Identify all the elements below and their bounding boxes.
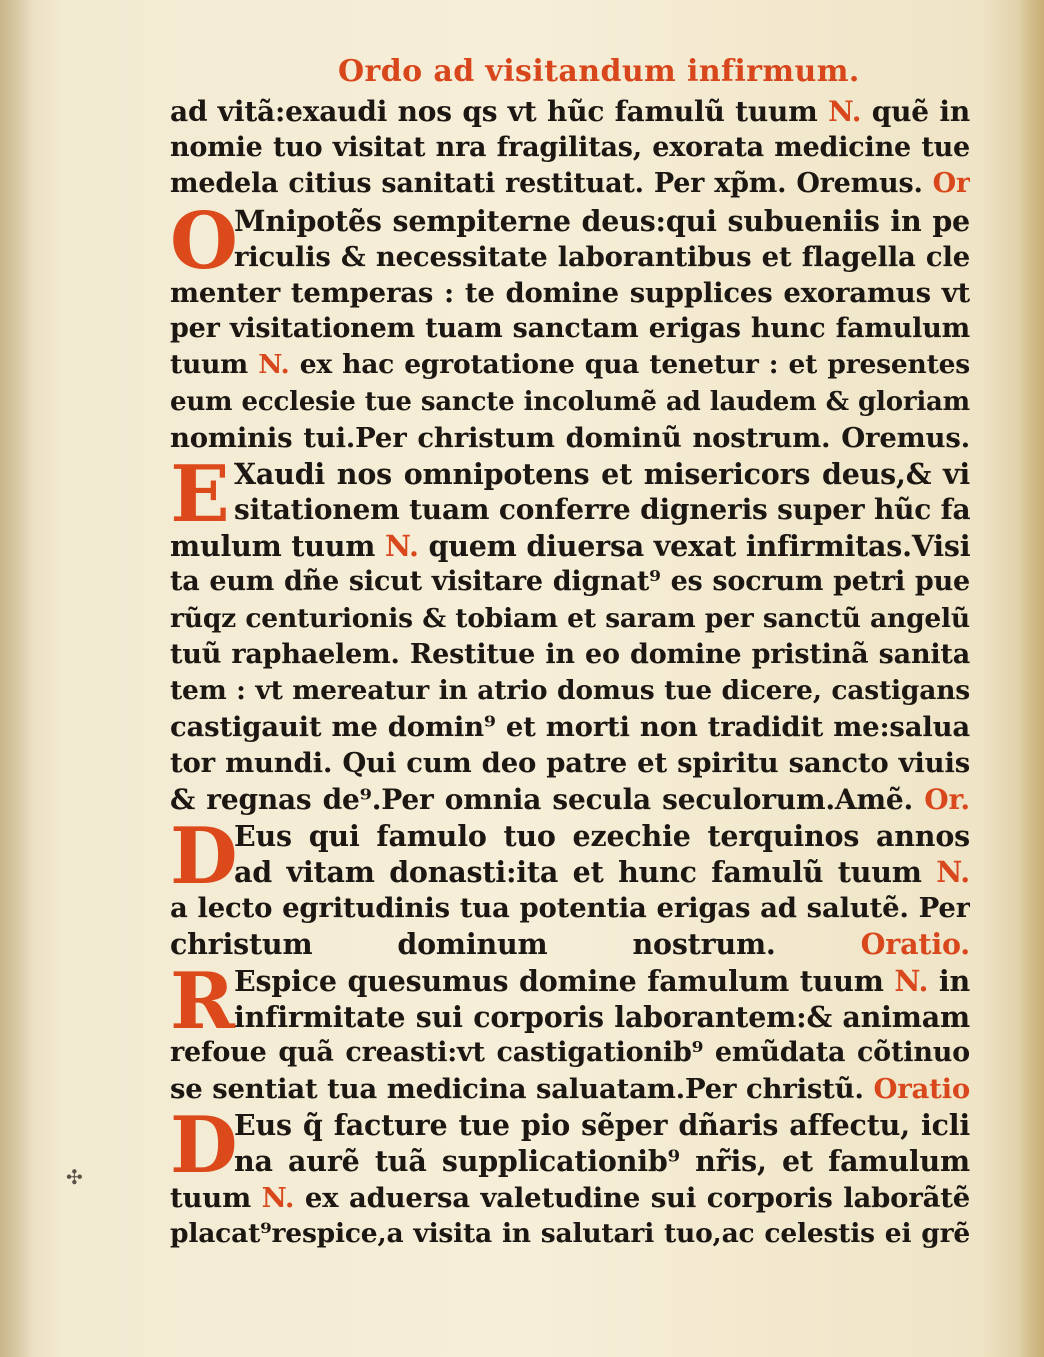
rubric-n: N. [261, 1181, 295, 1214]
margin-mark: ✣ [66, 1165, 83, 1189]
paragraph-opening [170, 94, 970, 203]
text-line: refoue quã creasti:vt castigationib⁹ emũdata cõtinuo [170, 1036, 970, 1068]
text-line: tuum N. ex aduersa valetudine sui corporis laborãtẽ [170, 1181, 970, 1214]
drop-cap-d: D [170, 810, 238, 902]
drop-cap-d: D [170, 1100, 238, 1192]
text-block [170, 52, 970, 1252]
text-line: christum dominum nostrum. Oratio. [170, 927, 970, 962]
drop-cap-o: O [170, 195, 238, 287]
rubric-n: N. [385, 529, 419, 564]
text-line: Espice quesumus domine famulum tuum N. in [234, 963, 970, 998]
rubric-oratio: Oratio. [860, 927, 970, 962]
text-line: & regnas de⁹.Per omnia secula seculorum.Amẽ. Or. [170, 782, 970, 816]
prayer-exaudi [170, 448, 970, 818]
drop-cap-r: R [170, 955, 235, 1047]
drop-cap-e: E [170, 448, 230, 540]
text-line: ta eum dñe sicut visitare dignat⁹ es socrum petri pue [170, 566, 970, 598]
rubric-n: N. [258, 349, 290, 381]
text-line: sitationem tuam conferre digneris super hũc fa [234, 493, 970, 527]
text-line: Eus q̃ facture tue pio sẽper dñaris affectu, icli [234, 1108, 970, 1143]
rubric-n: N. [936, 854, 970, 889]
text-line: tem : vt mereatur in atrio domus tue dicere, castigans [170, 675, 970, 706]
text-line: a lecto egritudinis tua potentia erigas ad salutẽ. Per [170, 892, 970, 925]
text-line: menter temperas : te domine supplices exoramus vt [170, 276, 970, 309]
text-line: tor mundi. Qui cum deo patre et spiritu sancto viuis [170, 747, 970, 780]
text-line: riculis & necessitate laborantibus et flagella cle [234, 240, 970, 273]
text-line: Mnipotẽs sempiterne deus:qui subueniis in pe [234, 203, 970, 238]
prayer-omnipotens [170, 195, 970, 456]
text-line: rũqz centurionis & tobiam et saram per sanctũ angelũ [170, 602, 970, 634]
text-line: medela citius sanitati restituat. Per xp̃m. Oremus. Or [170, 168, 970, 200]
rubric-oratio: Or. [924, 782, 970, 816]
text-line: ad vitã:exaudi nos qs vt hũc famulũ tuum N. quẽ in [170, 95, 970, 128]
page-heading: Ordo ad visitandum infirmum. [338, 54, 860, 89]
rubric-n: N. [894, 963, 929, 998]
rubric-n: N. [828, 95, 862, 128]
rubric-oratio: Or [932, 168, 970, 200]
text-line: tuũ raphaelem. Restitue in eo domine pristinã sanita [170, 638, 970, 670]
text-line: Xaudi nos omnipotens et misericors deus,& vi [234, 456, 970, 491]
text-line: se sentiat tua medicina saluatam.Per christũ. Oratio [170, 1073, 970, 1106]
rubric-oratio: Oratio [873, 1073, 970, 1106]
prayer-deus-qui [170, 810, 970, 963]
prayer-deus-q [170, 1100, 970, 1252]
text-line: Eus qui famulo tuo ezechie terquinos annos [234, 818, 970, 853]
text-line: ad vitam donasti:ita et hunc famulũ tuum N. [234, 854, 970, 889]
text-line: placat⁹respice,a visita in salutari tuo,ac celestis ei grẽ [170, 1217, 970, 1249]
text-line: infirmitate sui corporis laborantem:& animam [234, 999, 970, 1034]
text-line: nomie tuo visitat nra fragilitas, exorata medicine tue [170, 132, 970, 164]
text-line: per visitationem tuam sanctam erigas hunc famulum [170, 313, 970, 345]
text-line: castigauit me domin⁹ et morti non tradidit me:salua [170, 711, 970, 744]
prayer-respice [170, 955, 970, 1108]
text-line: nominis tui.Per christum dominũ nostrum. Oremus. [170, 421, 970, 454]
text-line: mulum tuum N. quem diuersa vexat infirmitas.Visi [170, 529, 970, 564]
text-line: eum ecclesie tue sancte incolumẽ ad laudem & gloriam [170, 386, 970, 417]
text-line: tuum N. ex hac egrotatione qua tenetur : et presentes [170, 349, 970, 381]
text-line: na aurẽ tuã supplicationib⁹ nr̃is, et famulum [234, 1144, 970, 1179]
